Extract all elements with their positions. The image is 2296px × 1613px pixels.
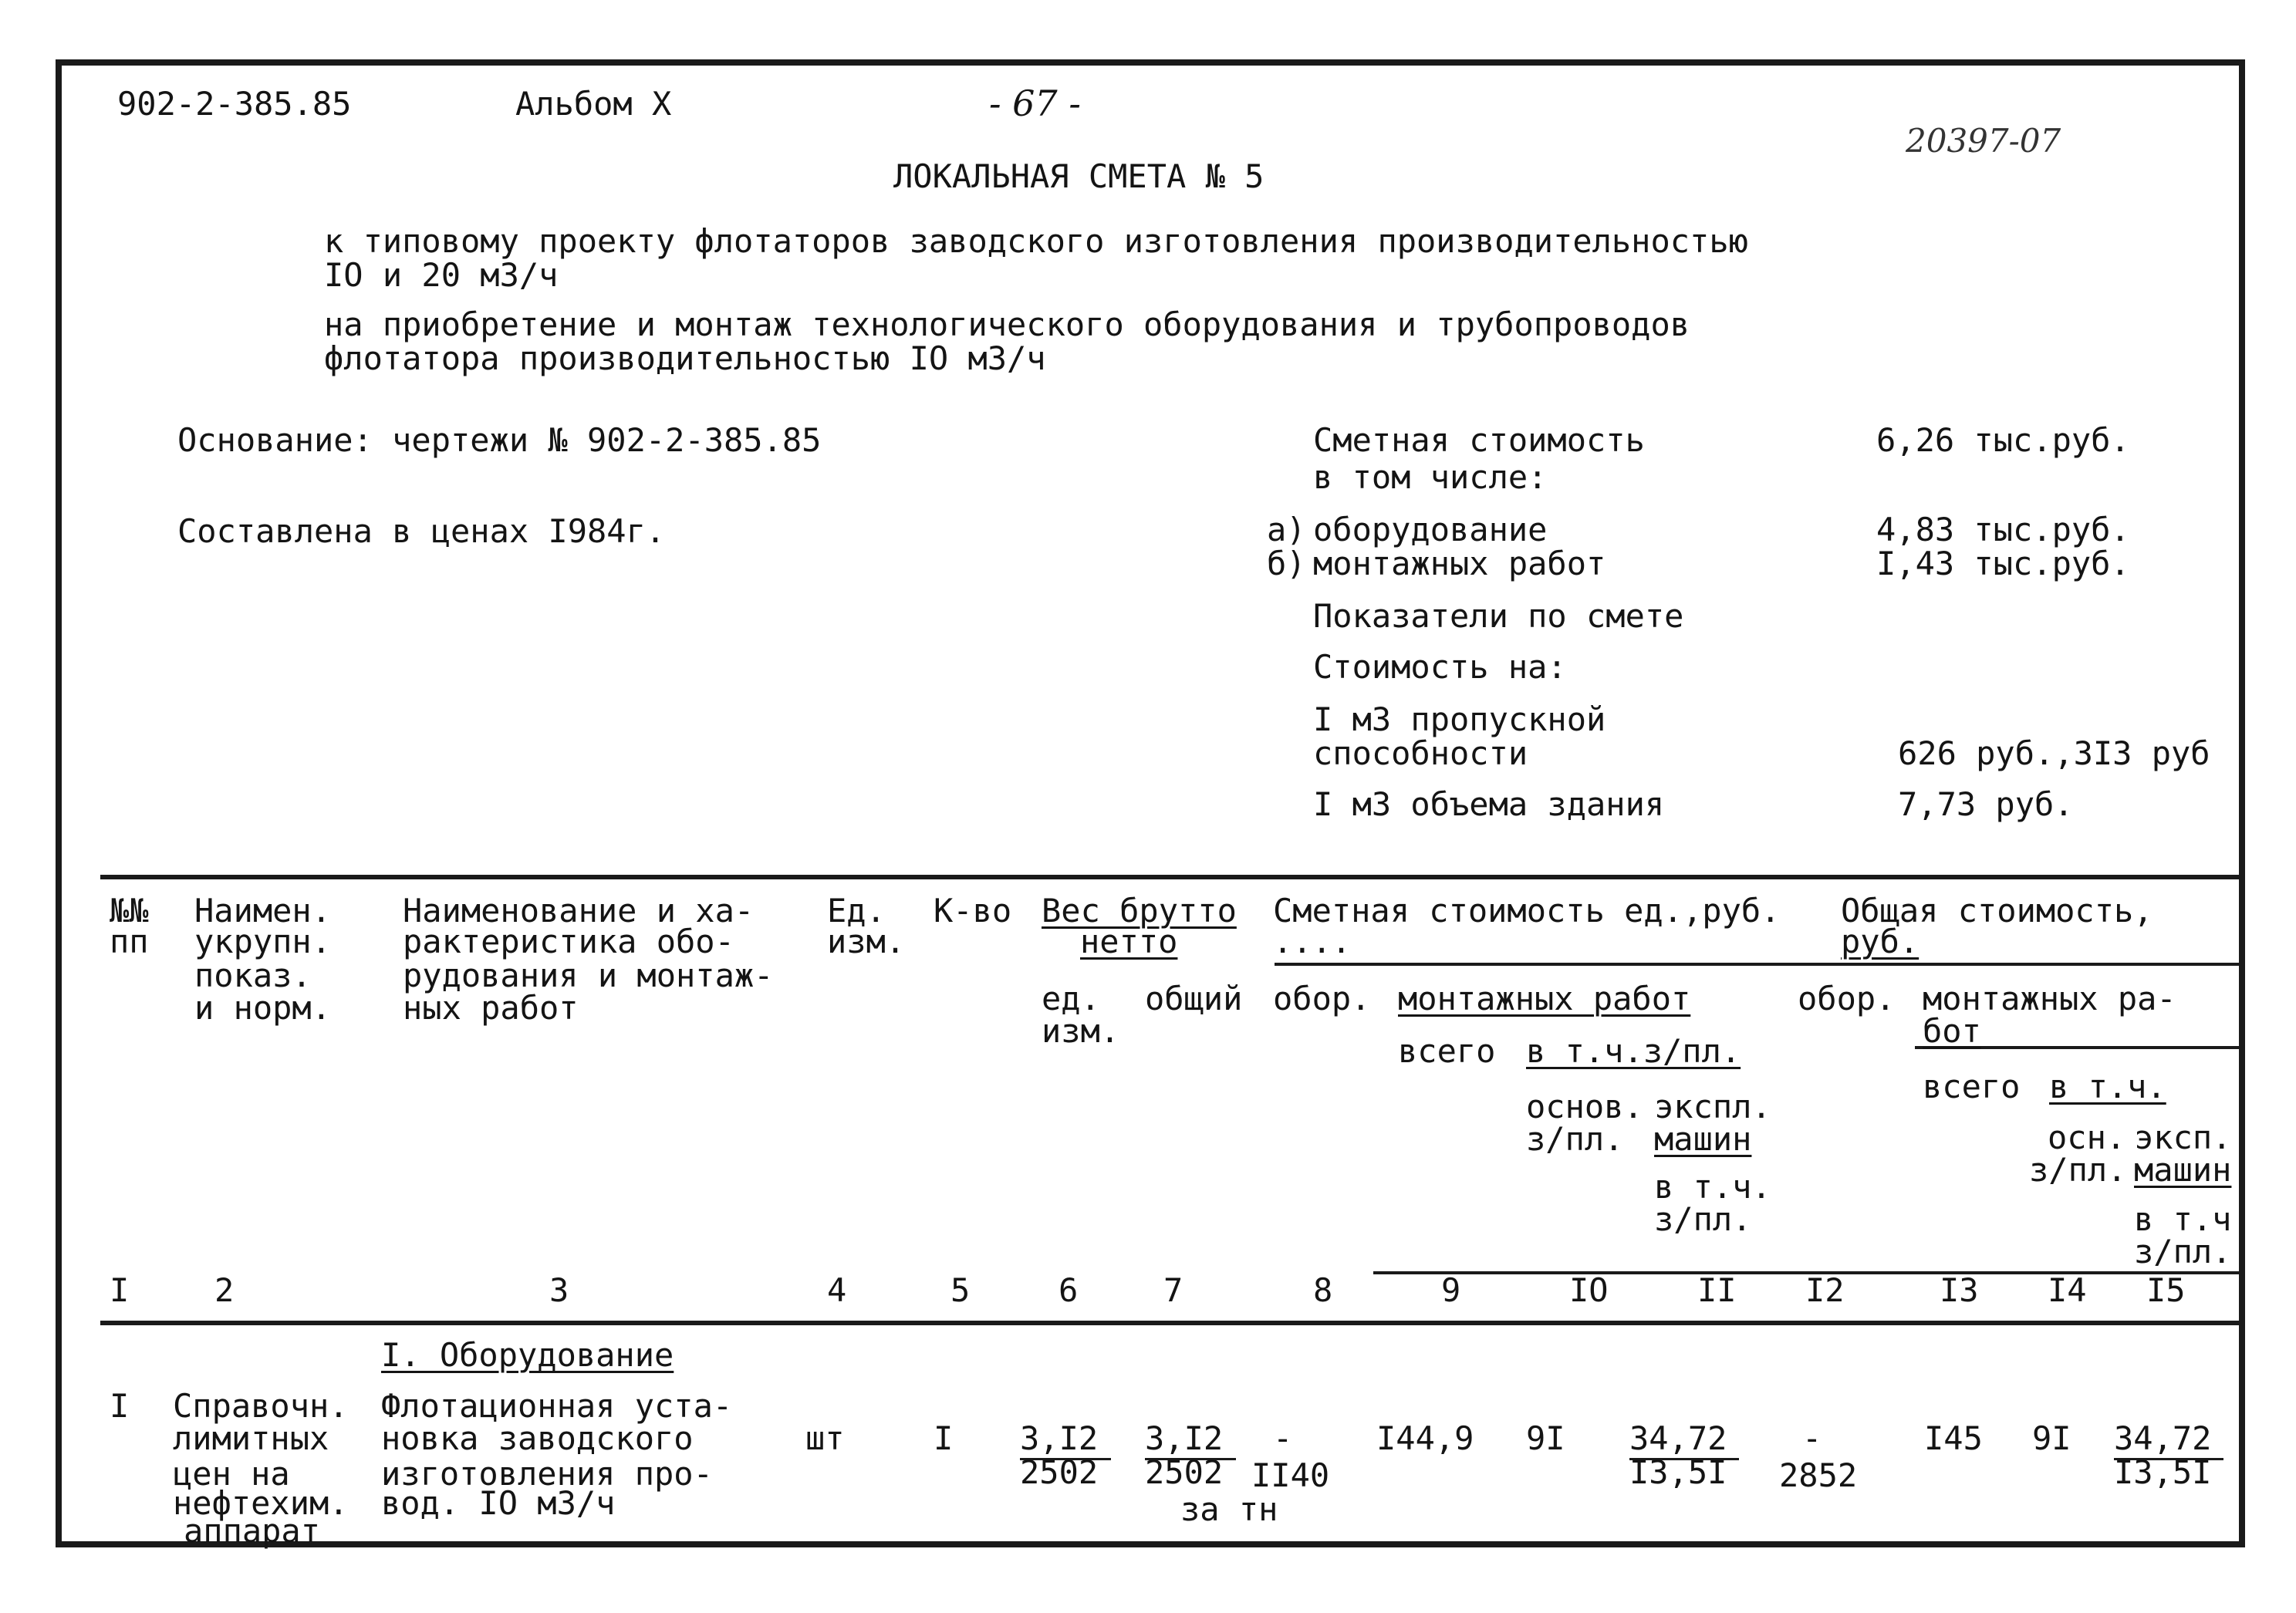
volume-label: I м3 объема здания xyxy=(1313,785,1665,823)
header-norm-2: укрупн. xyxy=(194,923,332,960)
basis-drawings: Основание: чертежи № 902-2-385.85 xyxy=(177,421,822,459)
estimated-cost-label: Сметная стоимость xyxy=(1313,421,1645,459)
header-name-2: рактеристика обо- xyxy=(403,923,734,960)
row1-name-2: новка заводского xyxy=(381,1419,694,1457)
header-machines-incl-1: в т.ч. xyxy=(1654,1168,1771,1206)
row1-equipment-top: - xyxy=(1273,1419,1293,1457)
row1-main-wage: 9I xyxy=(1526,1419,1565,1457)
row1-unit: шт xyxy=(805,1419,845,1457)
col-number-7: 7 xyxy=(1163,1271,1183,1309)
including-label: в том числе: xyxy=(1313,458,1548,496)
header-equipment-2: обор. xyxy=(1798,980,1896,1017)
row1-weight-total-top: 3,I2 xyxy=(1145,1419,1224,1457)
header-num-2: пп xyxy=(110,923,149,960)
title-line-1: к типовому проекту флотаторов заводского изготовления производительностью xyxy=(324,222,1748,260)
table-top-rule xyxy=(100,875,2239,879)
header-norm-4: и норм. xyxy=(194,989,332,1027)
header-unit-1: Ед. xyxy=(827,892,886,930)
header-weight-total: общий xyxy=(1145,980,1243,1017)
header-machines-2-line2: машин xyxy=(2134,1151,2232,1189)
row1-name-3: изготовления про- xyxy=(381,1455,713,1493)
header-main-wage-1: основ. xyxy=(1526,1088,1643,1125)
header-weight-1: Вес брутто xyxy=(1042,892,1237,930)
header-machines-2-incl-1: в т.ч xyxy=(2134,1200,2232,1238)
col-number-10: IO xyxy=(1569,1271,1609,1309)
col-number-12: I2 xyxy=(1805,1271,1845,1309)
row1-num: I xyxy=(110,1387,130,1425)
header-norm-3: показ. xyxy=(194,957,312,994)
col-number-5: 5 xyxy=(950,1271,971,1309)
header-main-wage-2-line2: з/пл. xyxy=(2029,1151,2127,1189)
header-name-1: Наименование и ха- xyxy=(403,892,755,930)
col-number-15: I5 xyxy=(2146,1271,2186,1309)
header-num-1: №№ xyxy=(110,892,149,930)
row1-equipment-total-bottom: 2852 xyxy=(1779,1456,1858,1494)
header-machines-2-line1: эксп. xyxy=(2134,1119,2232,1156)
header-total-word: всего xyxy=(1398,1032,1496,1070)
estimated-cost-value: 6,26 тыс.руб. xyxy=(1876,421,2130,459)
header-qty: К-во xyxy=(934,892,1012,930)
row1-equipment-bottom: II40 xyxy=(1251,1456,1330,1494)
header-equipment: обор. xyxy=(1273,980,1371,1017)
album-label: Альбом X xyxy=(515,85,672,123)
header-weight-2: нетто xyxy=(1080,923,1178,960)
row1-norm-1: Справочн. xyxy=(173,1387,349,1425)
row1-main-wage-2: 9I xyxy=(2032,1419,2071,1457)
row1-weight-unit-bottom: 2502 xyxy=(1020,1453,1099,1491)
mounting-marker: б) xyxy=(1267,545,1306,582)
header-unit-2: изм. xyxy=(827,923,906,960)
volume-value: 7,73 руб. xyxy=(1898,785,2074,823)
equipment-marker: а) xyxy=(1267,511,1306,548)
capacity-label-1: I м3 пропускной xyxy=(1313,700,1606,738)
header-name-3: рудования и монтаж- xyxy=(403,957,774,994)
row1-machines-top: 34,72 xyxy=(1629,1419,1727,1457)
header-total-word-2: всего xyxy=(1923,1068,2021,1105)
header-total-cost-2: руб. xyxy=(1841,923,1920,960)
page-number: - 67 - xyxy=(989,83,1081,124)
inventory-number: 20397-07 xyxy=(1906,122,2061,160)
header-mounting-2-line1: монтажных ра- xyxy=(1923,980,2176,1017)
row1-weight-unit-top: 3,I2 xyxy=(1020,1419,1099,1457)
indicators-label: Показатели по смете xyxy=(1313,597,1684,635)
title-line-2: IO и 20 м3/ч xyxy=(324,256,559,294)
col-number-6: 6 xyxy=(1059,1271,1079,1309)
equipment-value: 4,83 тыс.руб. xyxy=(1876,511,2130,548)
header-main-wage-2-line1: осн. xyxy=(2048,1119,2126,1156)
row1-machines-2-top: 34,72 xyxy=(2114,1419,2212,1457)
row1-norm-2: лимитных xyxy=(173,1419,329,1457)
header-machines-incl-2: з/пл. xyxy=(1654,1200,1752,1238)
col-number-13: I3 xyxy=(1940,1271,1979,1309)
mounting-value: I,43 тыс.руб. xyxy=(1876,545,2130,582)
header-inner-rule-1 xyxy=(1275,963,2239,966)
mounting-label: монтажных работ xyxy=(1313,545,1606,582)
row1-name-1: Флотационная уста- xyxy=(381,1387,733,1425)
col-number-9: 9 xyxy=(1441,1271,1461,1309)
capacity-label-2: способности xyxy=(1313,734,1528,772)
equipment-label: оборудование xyxy=(1313,511,1548,548)
col-number-3: 3 xyxy=(549,1271,569,1309)
header-machines-2: машин xyxy=(1654,1120,1752,1158)
header-incl-wage: в т.ч.з/пл. xyxy=(1526,1032,1741,1070)
header-unit-cost: Сметная стоимость ед.,руб. xyxy=(1273,892,1781,930)
row1-mounting-total: I44,9 xyxy=(1376,1419,1474,1457)
header-machines-1: экспл. xyxy=(1654,1088,1771,1125)
col-number-4: 4 xyxy=(827,1271,847,1309)
col-number-11: II xyxy=(1697,1271,1737,1309)
title-line-4: флотатора производительностью IO м3/ч xyxy=(324,339,1046,377)
header-mounting-2-line2: бот xyxy=(1923,1012,1981,1050)
row1-qty: I xyxy=(934,1419,954,1457)
header-main-wage-2: з/пл. xyxy=(1526,1120,1624,1158)
row1-weight-total-bottom: 2502 xyxy=(1145,1453,1224,1491)
cost-per-label: Стоимость на: xyxy=(1313,648,1567,686)
header-norm-1: Наимен. xyxy=(194,892,332,930)
col-number-8: 8 xyxy=(1313,1271,1333,1309)
basis-prices: Составлена в ценах I984г. xyxy=(177,512,666,550)
title-line-3: на приобретение и монтаж технологического оборудования и трубопроводов xyxy=(324,305,1690,343)
estimate-title: ЛОКАЛЬНАЯ СМЕТА № 5 xyxy=(893,157,1264,195)
header-weight-unit-2: изм. xyxy=(1042,1012,1120,1050)
capacity-value: 626 руб.,3I3 руб xyxy=(1898,734,2210,772)
row1-norm-5: аппарат xyxy=(184,1512,321,1550)
row1-name-4: вод. IO м3/ч xyxy=(381,1484,616,1522)
header-incl-2: в т.ч. xyxy=(2049,1068,2166,1105)
header-machines-2-incl-2: з/пл. xyxy=(2134,1233,2232,1270)
header-mounting: монтажных работ xyxy=(1398,980,1691,1017)
header-total-cost-1: Общая стоимость, xyxy=(1841,892,2153,930)
col-number-2: 2 xyxy=(214,1271,235,1309)
row1-machines-bottom: I3,5I xyxy=(1629,1453,1727,1491)
row1-norm-4: нефтехим. xyxy=(173,1484,349,1522)
row1-mounting-total-2: I45 xyxy=(1924,1419,1983,1457)
doc-code: 902-2-385.85 xyxy=(117,85,352,123)
row1-equipment-total-top: - xyxy=(1802,1419,1822,1457)
row1-norm-3: цен на xyxy=(173,1455,290,1493)
row1-machines-2-bottom: I3,5I xyxy=(2114,1453,2212,1491)
row1-equipment-note: за тн xyxy=(1180,1490,1278,1528)
header-unit-cost-dots: .... xyxy=(1273,923,1352,960)
table-header-bottom-rule xyxy=(100,1321,2239,1325)
col-number-1: I xyxy=(110,1271,130,1309)
section-title-equipment: I. Оборудование xyxy=(381,1336,674,1374)
col-number-14: I4 xyxy=(2048,1271,2087,1309)
header-weight-unit-1: ед. xyxy=(1042,980,1100,1017)
header-name-4: ных работ xyxy=(403,989,579,1027)
